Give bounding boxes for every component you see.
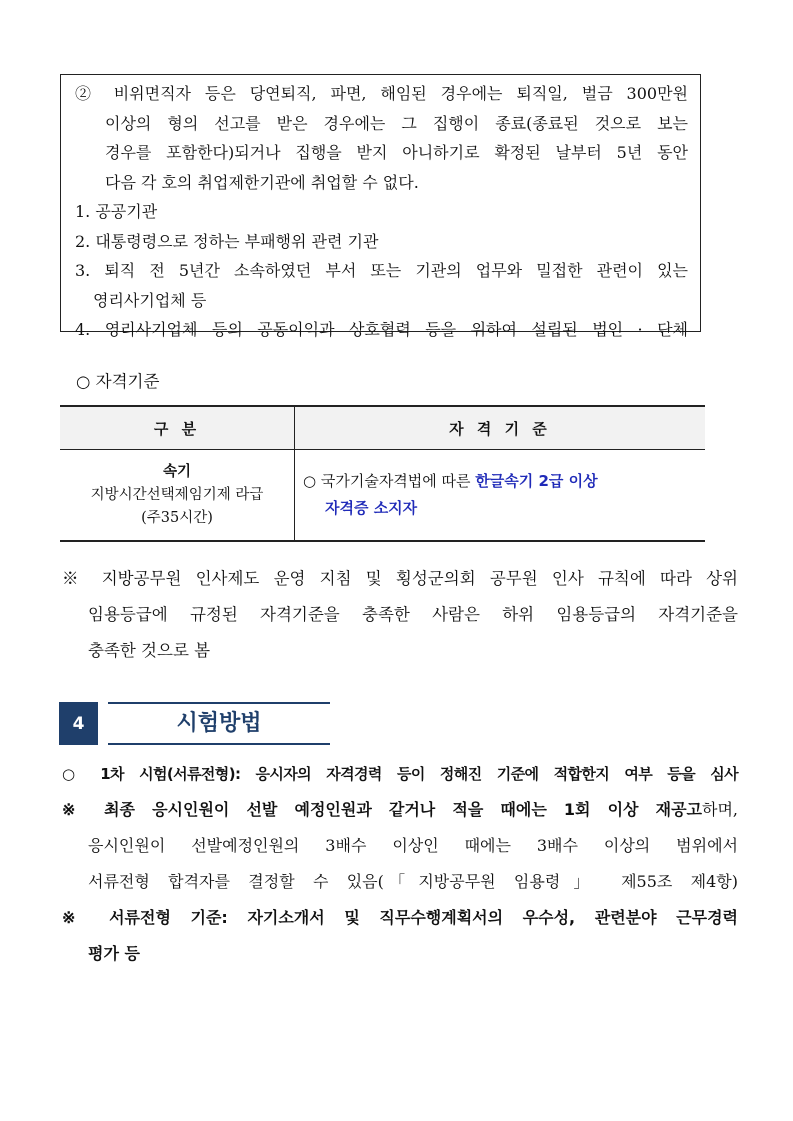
- box-line: 4. 영리사기업체 등의 공동이익과 상호협력 등을 위하여 설립된 법인 · 단체: [75, 320, 688, 339]
- exam-line-1: ○ 1차 시험(서류전형): 응시자의 자격경력 등이 정해진 기준에 적합한지 여부 등을 심사: [62, 765, 738, 783]
- box-line: ② 비위면직자 등은 당연퇴직, 파면, 해임된 경우에는 퇴직일, 벌금 300만원: [75, 84, 688, 103]
- category-hours: (주35시간): [141, 509, 213, 526]
- exam-line-2: [62, 792, 738, 828]
- category-name: 속기: [162, 463, 191, 480]
- exam-method: [62, 756, 738, 972]
- note-line: 충족한 것으로 봄: [88, 641, 211, 660]
- section-title: 시험방법: [108, 702, 330, 745]
- criteria-highlight-1: 한글속기 2급 이상: [475, 472, 598, 490]
- reference-mark: ※: [62, 908, 110, 927]
- exam-line-2-rest: 하며,: [701, 800, 738, 819]
- restriction-box: [60, 74, 701, 339]
- section-number: 4: [59, 702, 98, 745]
- box-line: 이상의 형의 선고를 받은 경우에는 그 집행이 종료(종료된 것으로 보는: [105, 113, 688, 133]
- note-paragraph: [62, 561, 738, 669]
- box-line: 1. 공공기관: [75, 202, 158, 221]
- exam-line-5: [62, 900, 738, 936]
- category-cell: [60, 450, 295, 542]
- exam-line-6: 평가 등: [88, 944, 140, 963]
- category-sub: 지방시간선택제임기제 라급: [90, 486, 264, 503]
- table-header-row: [60, 406, 705, 450]
- criteria-prefix: ○ 국가기술자격법에 따른: [303, 472, 476, 490]
- exam-line-3: 응시인원이 선발예정인원의 3배수 이상인 때에는 3배수 이상의 범위에서: [88, 836, 738, 855]
- box-line: 영리사기업체 등: [93, 290, 207, 310]
- header-category: 구 분: [60, 406, 295, 450]
- table-row: [60, 450, 705, 542]
- exam-line-2-bold: 최종 응시인원이 선발 예정인원과 같거나 적을 때에는 1회 이상 재공고: [104, 800, 702, 819]
- criteria-cell: [295, 450, 706, 542]
- qualification-title: ○ 자격기준: [76, 372, 160, 391]
- header-criteria: 자 격 기 준: [295, 406, 706, 450]
- exam-line-5-bold: 서류전형 기준: 자기소개서 및 직무수행계획서의 우수성, 관련분야 근무경력: [109, 908, 738, 927]
- reference-mark: ※: [62, 800, 105, 819]
- note-line: 임용등급에 규정된 자격기준을 충족한 사람은 하위 임용등급의 자격기준을: [88, 605, 738, 624]
- box-line: 3. 퇴직 전 5년간 소속하였던 부서 또는 기관의 업무와 밀접한 관련이 있는: [75, 261, 688, 280]
- box-line: 경우를 포함한다)되거나 집행을 받지 아니하기로 확정된 날부터 5년 동안: [105, 143, 688, 162]
- box-line: 2. 대통령령으로 정하는 부패행위 관련 기관: [75, 231, 379, 251]
- qualification-table: [60, 405, 705, 542]
- criteria-highlight-2: 자격증 소지자: [325, 499, 418, 517]
- note-line: ※ 지방공무원 인사제도 운영 지침 및 횡성군의회 공무원 인사 규칙에 따라 상위: [62, 569, 738, 588]
- box-line: 다음 각 호의 취업제한기관에 취업할 수 없다.: [105, 172, 419, 192]
- exam-line-4: 서류전형 합격자를 결정할 수 있음(「지방공무원 임용령」 제55조 제4항): [88, 872, 738, 891]
